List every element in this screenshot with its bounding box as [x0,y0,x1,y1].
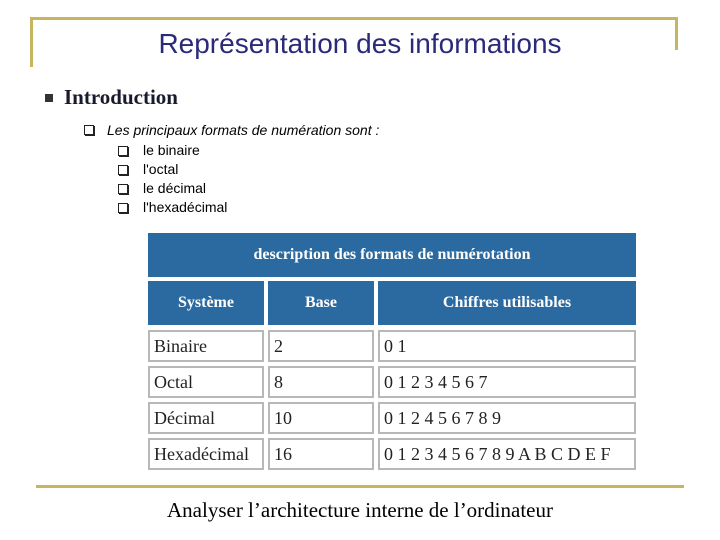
checkbox-bullet-icon [118,146,128,156]
square-bullet-icon [45,94,53,102]
table-cell: 0 1 [378,330,636,362]
table-cell: 2 [268,330,374,362]
frame-top-rule [30,17,678,20]
table-cell: 0 1 2 3 4 5 6 7 8 9 A B C D E F [378,438,636,470]
column-header-systeme: Système [148,281,264,325]
table-cell: Hexadécimal [148,438,264,470]
footer-rule [36,485,684,488]
column-header-chiffres: Chiffres utilisables [378,281,636,325]
table-cell: 10 [268,402,374,434]
list-item: le binaire [143,142,200,158]
list-item: l'octal [143,161,179,177]
checkbox-bullet-icon [118,203,128,213]
table-caption: description des formats de numérotation [148,233,636,277]
table-cell: 8 [268,366,374,398]
table-cell: 16 [268,438,374,470]
checkbox-bullet-icon [118,165,128,175]
slide-footer: Analyser l’architecture interne de l’ordinateur [167,498,553,522]
formats-table [146,231,638,473]
table-cell: 0 1 2 4 5 6 7 8 9 [378,402,636,434]
level1-heading: Introduction [64,85,178,109]
table-cell: Décimal [148,402,264,434]
table-cell: 0 1 2 3 4 5 6 7 [378,366,636,398]
table-cell: Binaire [148,330,264,362]
checkbox-bullet-icon [118,184,128,194]
list-item: l'hexadécimal [143,199,228,215]
list-item: le décimal [143,180,207,196]
column-header-base: Base [268,281,374,325]
table-cell: Octal [148,366,264,398]
slide-title: Représentation des informations [158,28,562,59]
checkbox-bullet-icon [84,125,94,135]
level2-text: Les principaux formats de numération sont : [107,122,380,138]
